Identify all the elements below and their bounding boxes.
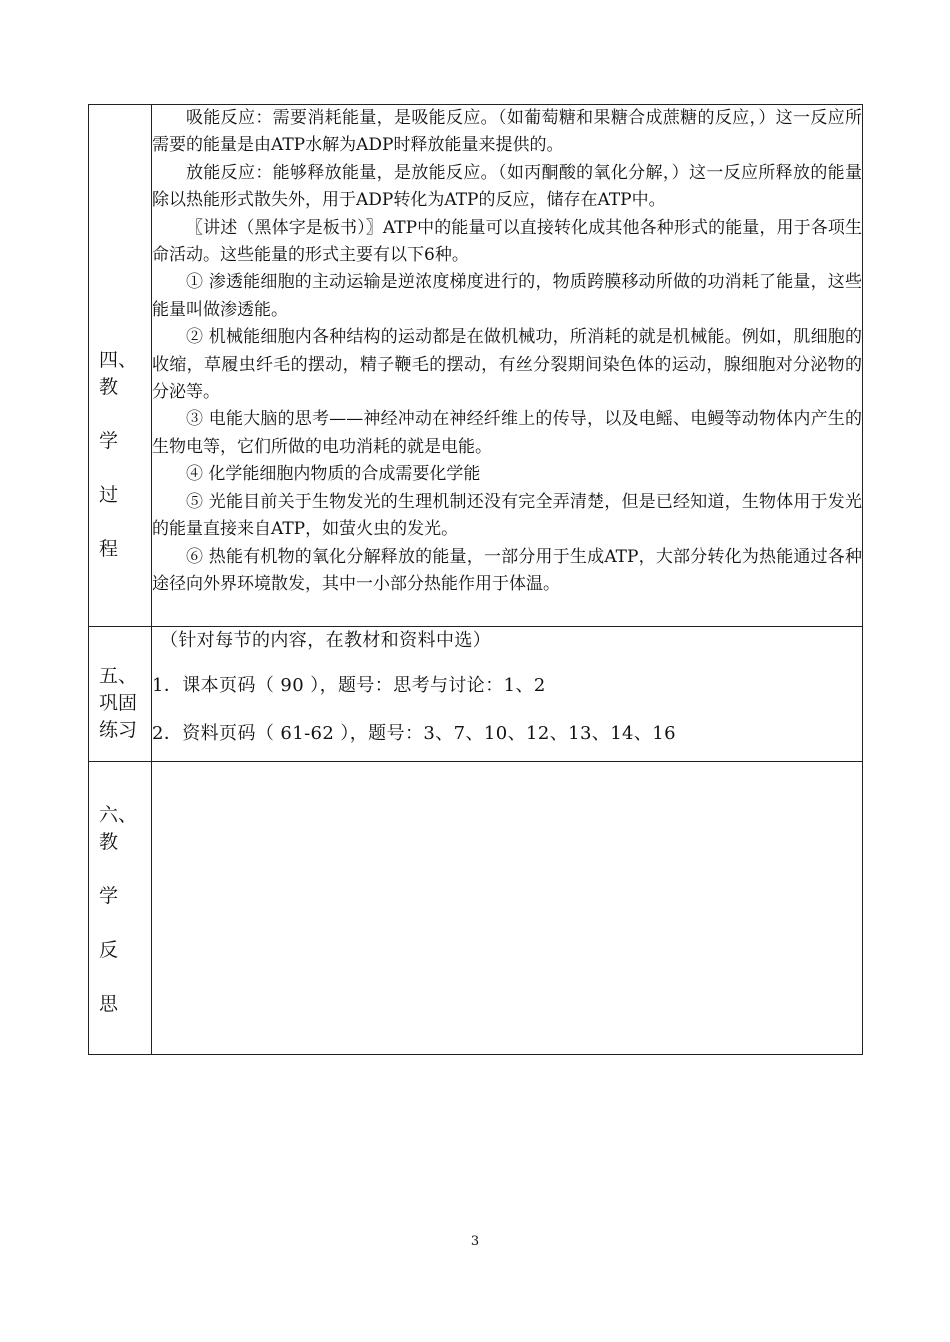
paragraph-light-energy: ⑤ 光能目前关于生物发光的生理机制还没有完全弄清楚，但是已经知道，生物体用于发光的能量直接来自ATP，如萤火虫的发光。 — [152, 491, 862, 540]
section-teaching-reflection — [89, 762, 863, 1055]
label-line: 学 — [99, 430, 119, 452]
reflection-content-empty[interactable] — [152, 762, 863, 1055]
practice-textbook: 1．课本页码（ 90 ），题号：思考与讨论：1、2 — [152, 675, 546, 696]
paragraph-mechanical-energy: ② 机械能细胞内各种结构的运动都是在做机械功，所消耗的就是机械能。例如，肌细胞的收缩，草履虫纤毛的摆动，精子鞭毛的摆动，有丝分裂期间染色体的运动，腺细胞对分泌物的分泌等。 — [152, 327, 862, 403]
paragraph-chemical-energy: ④ 化学能细胞内物质的合成需要化学能 — [186, 464, 481, 485]
paragraph-lecture-intro: 〖讲述（黑体字是板书）〗ATP中的能量可以直接转化成其他各种形式的能量，用于各项生命活动。这些能量的形式主要有以下6种。 — [152, 217, 862, 266]
practice-workbook: 2．资料页码（ 61-62 ），题号：3、7、10、12、13、14、16 — [152, 723, 677, 744]
label-line: 学 — [99, 885, 119, 907]
section-consolidation-practice — [89, 627, 863, 762]
section-teaching-process — [89, 105, 863, 627]
lesson-plan-table — [88, 104, 863, 1055]
paragraph-osmotic-energy: ① 渗透能细胞的主动运输是逆浓度梯度进行的，物质跨膜移动所做的功消耗了能量，这些能量叫做渗透能。 — [152, 272, 862, 320]
paragraph-exergonic-reaction: 放能反应：能够释放能量，是放能反应。（如丙酮酸的氧化分解，）这一反应所释放的能量除以热能形式散失外，用于ADP转化为ATP的反应，储存在ATP中。 — [152, 162, 862, 211]
teaching-process-content — [152, 105, 863, 627]
label-line: 思 — [99, 993, 119, 1015]
label-line: 教 — [99, 831, 119, 853]
section-label-consolidation — [89, 627, 152, 762]
practice-instruction: （针对每节的内容，在教材和资料中选） — [160, 630, 492, 651]
label-line: 五、 — [99, 665, 138, 687]
section-label-teaching-process — [89, 105, 152, 627]
page-number: 3 — [470, 1234, 480, 1249]
label-line: 练习 — [99, 719, 138, 741]
label-line: 程 — [99, 538, 119, 560]
paragraph-electrical-energy: ③ 电能大脑的思考——神经冲动在神经纤维上的传导，以及电鳐、电鳗等动物体内产生的生物电等，它们所做的电功消耗的就是电能。 — [152, 409, 862, 457]
label-line: 过 — [99, 484, 119, 506]
consolidation-content — [152, 627, 863, 762]
label-line: 四、 — [99, 349, 138, 371]
paragraph-endergonic-reaction: 吸能反应：需要消耗能量，是吸能反应。（如葡萄糖和果糖合成蔗糖的反应，）这一反应所需要的能量是由ATP水解为ADP时释放能量来提供的。 — [152, 108, 862, 156]
label-line: 反 — [99, 939, 119, 961]
section-label-reflection — [89, 762, 152, 1055]
label-line: 六、 — [99, 804, 138, 826]
label-line: 教 — [99, 376, 119, 398]
paragraph-heat-energy: ⑥ 热能有机物的氧化分解释放的能量，一部分用于生成ATP，大部分转化为热能通过各种途径向外界环境散发，其中一小部分热能作用于体温。 — [152, 546, 862, 594]
label-line: 巩固 — [99, 692, 138, 714]
